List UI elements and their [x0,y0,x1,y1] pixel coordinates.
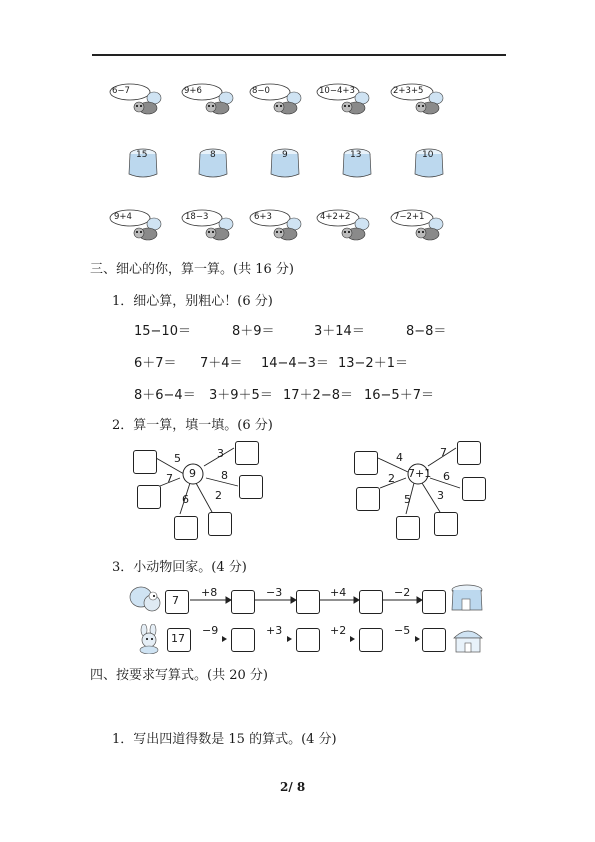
answer-box[interactable] [235,441,259,465]
branch-label: 4 [396,451,403,464]
answer-box[interactable] [208,512,232,536]
stump-row [126,146,446,182]
calc-expression: 15−10＝ [134,324,191,339]
answer-box[interactable] [434,512,458,536]
bee-expression: 8−0 [252,86,270,96]
calc-expression: 3＋9＋5＝ [209,388,273,403]
answer-box[interactable] [359,628,383,652]
calc-expression: 8−8＝ [406,324,447,339]
stump-item [340,146,374,180]
calc-expression: 6＋7＝ [134,356,177,371]
answer-box[interactable] [137,485,161,509]
bee-item [108,80,168,120]
section-3-title: 三、细心的你，算一算。(共 16 分) [90,262,294,277]
calc-expression: 13−2＋1＝ [338,356,408,371]
bee-item [316,206,376,246]
bee-item [390,206,450,246]
answer-box[interactable] [356,487,380,511]
calc-expression: 7＋4＝ [200,356,243,371]
section-4-q1-title: 1．写出四道得数是 15 的算式。(4 分) [112,732,337,747]
calc-expression: 8＋6−4＝ [134,388,196,403]
page-number: 2/ 8 [280,780,306,794]
bee-expression: 4+2+2 [320,212,351,222]
stump-number: 10 [422,150,434,160]
branch-label: 3 [437,489,444,502]
operation-label: −5 [394,624,411,637]
calc-expression: 14−4−3＝ [261,356,329,371]
stump-item [126,146,160,180]
bee-item [180,206,240,246]
bee-expression: 10−4+3 [319,86,355,96]
q3-title: 3．小动物回家。(4 分) [112,560,247,575]
bee-item [248,80,308,120]
stump-item [412,146,446,180]
rabbit-icon [134,624,166,654]
calc-expression: 16−5＋7＝ [364,388,434,403]
stump-number: 13 [350,150,362,160]
branch-label: 7 [166,472,173,485]
answer-box[interactable] [396,516,420,540]
center-number: 9 [189,467,196,480]
calc-expression: 17＋2−8＝ [283,388,353,403]
operation-label: −9 [202,624,219,637]
start-number: 7 [172,594,179,607]
arrow-row-1 [188,592,458,608]
answer-box[interactable] [457,441,481,465]
branch-label: 5 [174,452,181,465]
squirrel-icon [128,584,164,614]
bee-expression: 2+3+5 [393,86,424,96]
answer-box[interactable] [422,628,446,652]
bee-item [390,80,450,120]
branch-label: 3 [217,447,224,460]
stump-item [196,146,230,180]
operation-label: +3 [266,624,283,637]
q2-title: 2．算一算，填一填。(6 分) [112,418,273,433]
branch-label: 5 [404,493,411,506]
answer-box[interactable] [231,628,255,652]
operation-label: −2 [394,586,411,599]
branch-label: 2 [215,489,222,502]
answer-box[interactable] [133,450,157,474]
operation-label: −3 [266,586,283,599]
bee-item [316,80,376,120]
stump-number: 8 [210,150,216,160]
bee-row-1 [108,80,508,120]
answer-box[interactable] [174,516,198,540]
answer-box[interactable] [462,477,486,501]
stump-number: 15 [136,150,148,160]
bee-row-2 [108,206,508,246]
bee-item [108,206,168,246]
q1-title: 1．细心算，别粗心！(6 分) [112,294,273,309]
calc-expression: 8＋9＝ [232,324,275,339]
branch-label: 6 [443,470,450,483]
operation-label: +2 [330,624,347,637]
bee-expression: 6−7 [112,86,130,96]
branch-label: 7 [440,446,447,459]
bee-expression: 18−3 [185,212,209,222]
bee-expression: 9+6 [184,86,202,96]
branch-label: 2 [388,472,395,485]
bee-item [180,80,240,120]
branch-label: 6 [182,493,189,506]
house-icon [450,624,486,654]
answer-box[interactable] [422,590,446,614]
operation-label: +8 [201,586,218,599]
answer-box[interactable] [231,590,255,614]
bee-expression: 7−2+1 [394,212,425,222]
answer-box[interactable] [296,628,320,652]
stump-number: 9 [282,150,288,160]
bee-expression: 6+3 [254,212,272,222]
stump-item [268,146,302,180]
answer-box[interactable] [296,590,320,614]
answer-box[interactable] [239,475,263,499]
center-number: 7+1 [408,467,432,480]
bee-item [248,206,308,246]
answer-box[interactable] [359,590,383,614]
branch-label: 8 [221,469,228,482]
bee-expression: 9+4 [114,212,132,222]
calc-expression: 3＋14＝ [314,324,365,339]
start-number: 17 [171,632,185,645]
top-rule [92,54,506,56]
operation-label: +4 [330,586,347,599]
section-4-title: 四、按要求写算式。(共 20 分) [90,668,268,683]
answer-box[interactable] [354,451,378,475]
tree-house-icon [448,582,486,614]
